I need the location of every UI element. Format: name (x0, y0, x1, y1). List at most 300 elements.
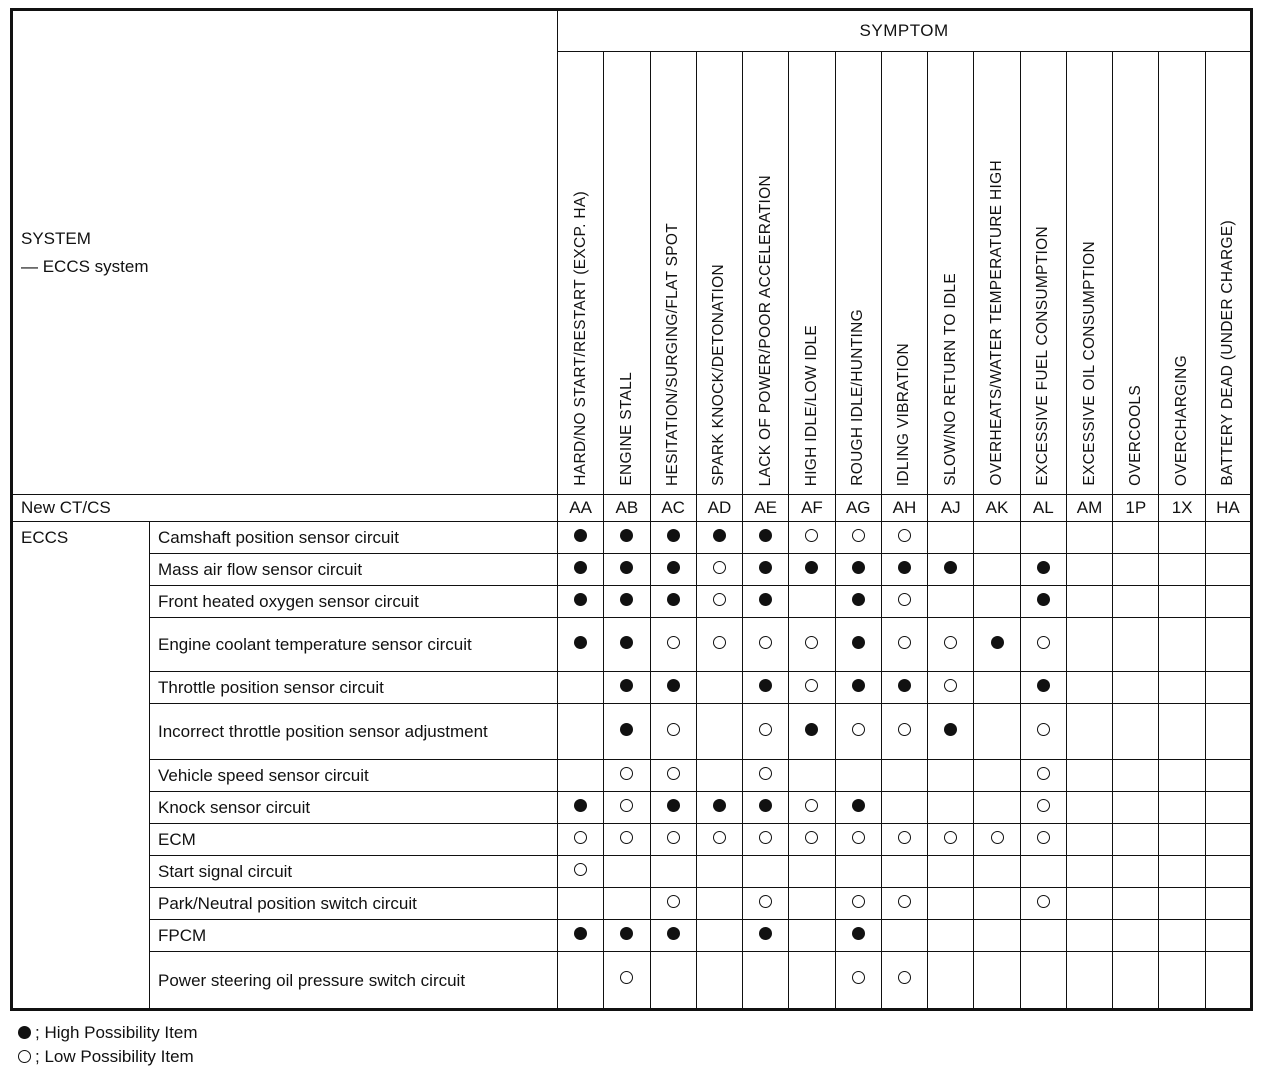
matrix-cell (558, 952, 604, 1010)
matrix-cell (789, 522, 835, 554)
matrix-cell (789, 856, 835, 888)
item-label: Front heated oxygen sensor circuit (150, 586, 558, 618)
matrix-cell (1159, 672, 1205, 704)
matrix-cell (743, 704, 789, 760)
high-possibility-mark (1037, 593, 1050, 606)
symptom-code: HA (1205, 495, 1251, 522)
symptom-name: OVERCOOLS (1126, 385, 1144, 486)
low-possibility-mark (898, 831, 911, 844)
matrix-cell (1066, 522, 1112, 554)
matrix-cell (789, 760, 835, 792)
matrix-cell (604, 586, 650, 618)
matrix-cell (928, 888, 974, 920)
high-possibility-mark (759, 561, 772, 574)
low-possibility-mark (944, 679, 957, 692)
matrix-cell (743, 672, 789, 704)
matrix-cell (835, 856, 881, 888)
matrix-cell (604, 824, 650, 856)
high-possibility-mark (852, 593, 865, 606)
matrix-cell (928, 824, 974, 856)
matrix-cell (743, 824, 789, 856)
high-possibility-mark (620, 593, 633, 606)
matrix-cell (1113, 952, 1159, 1010)
table-row (12, 672, 1252, 704)
matrix-cell (1159, 920, 1205, 952)
matrix-cell (789, 586, 835, 618)
table-row (12, 618, 1252, 672)
high-possibility-mark (620, 561, 633, 574)
matrix-cell (789, 824, 835, 856)
matrix-cell (928, 618, 974, 672)
matrix-cell (974, 522, 1020, 554)
matrix-cell (881, 888, 927, 920)
matrix-cell (1066, 888, 1112, 920)
matrix-cell (696, 704, 742, 760)
table-row (12, 952, 1252, 1010)
low-possibility-mark (620, 971, 633, 984)
matrix-cell (604, 952, 650, 1010)
low-possibility-mark (944, 831, 957, 844)
matrix-cell (1159, 952, 1205, 1010)
high-possibility-mark (620, 679, 633, 692)
matrix-cell (1159, 704, 1205, 760)
matrix-cell (743, 952, 789, 1010)
low-possibility-mark (759, 723, 772, 736)
matrix-cell (1205, 760, 1251, 792)
high-possibility-mark (944, 561, 957, 574)
low-possibility-mark (1037, 831, 1050, 844)
symptom-code: AL (1020, 495, 1066, 522)
high-possibility-mark (574, 799, 587, 812)
high-possibility-mark (1037, 561, 1050, 574)
low-possibility-mark (1037, 723, 1050, 736)
low-possibility-mark (759, 636, 772, 649)
matrix-cell (835, 888, 881, 920)
item-label: Start signal circuit (150, 856, 558, 888)
matrix-cell (1113, 554, 1159, 586)
matrix-cell (881, 704, 927, 760)
matrix-cell (696, 856, 742, 888)
matrix-cell (604, 920, 650, 952)
matrix-cell (650, 760, 696, 792)
matrix-cell (1066, 792, 1112, 824)
matrix-cell (881, 586, 927, 618)
matrix-cell (604, 672, 650, 704)
legend-high-label: ; High Possibility Item (35, 1023, 198, 1042)
low-possibility-mark (898, 529, 911, 542)
matrix-body (12, 522, 1252, 1010)
matrix-cell (1205, 824, 1251, 856)
matrix-cell (1205, 554, 1251, 586)
matrix-cell (974, 672, 1020, 704)
matrix-cell (928, 856, 974, 888)
low-possibility-mark (805, 831, 818, 844)
matrix-cell (1159, 824, 1205, 856)
low-possibility-mark (620, 799, 633, 812)
matrix-cell (1020, 888, 1066, 920)
symptom-code: AG (835, 495, 881, 522)
matrix-cell (1205, 952, 1251, 1010)
matrix-cell (1020, 824, 1066, 856)
high-possibility-mark (620, 636, 633, 649)
symptom-name: EXCESSIVE FUEL CONSUMPTION (1034, 226, 1052, 486)
symptom-column-header (928, 52, 974, 495)
low-possibility-mark (898, 593, 911, 606)
high-possibility-mark (667, 529, 680, 542)
symptom-name: SPARK KNOCK/DETONATION (710, 264, 728, 486)
low-possibility-mark (852, 895, 865, 908)
matrix-cell (928, 760, 974, 792)
symptom-column-header (650, 52, 696, 495)
matrix-cell (1020, 920, 1066, 952)
matrix-cell (1159, 888, 1205, 920)
high-possibility-mark (759, 679, 772, 692)
symptom-column-header (789, 52, 835, 495)
matrix-cell (928, 586, 974, 618)
matrix-cell (1020, 704, 1066, 760)
high-possibility-mark (1037, 679, 1050, 692)
matrix-cell (604, 554, 650, 586)
matrix-cell (789, 618, 835, 672)
high-possibility-mark (620, 723, 633, 736)
high-possibility-mark (667, 927, 680, 940)
matrix-cell (881, 760, 927, 792)
low-possibility-mark (713, 593, 726, 606)
table-row (12, 554, 1252, 586)
low-possibility-mark (898, 971, 911, 984)
low-possibility-mark (759, 895, 772, 908)
matrix-cell (881, 824, 927, 856)
matrix-cell (1020, 554, 1066, 586)
symptom-code: AA (558, 495, 604, 522)
matrix-cell (1066, 856, 1112, 888)
symptom-code: AK (974, 495, 1020, 522)
matrix-cell (1113, 792, 1159, 824)
low-possibility-mark (852, 971, 865, 984)
table-row (12, 856, 1252, 888)
symptom-code: AM (1066, 495, 1112, 522)
high-possibility-mark (759, 927, 772, 940)
low-possibility-mark (1037, 767, 1050, 780)
symptom-column-header (1113, 52, 1159, 495)
matrix-cell (1020, 792, 1066, 824)
matrix-cell (558, 856, 604, 888)
high-possibility-mark (713, 529, 726, 542)
high-possibility-mark (667, 593, 680, 606)
matrix-cell (974, 920, 1020, 952)
matrix-cell (1205, 522, 1251, 554)
system-sub-label: — ECCS system (21, 256, 149, 276)
matrix-cell (1113, 856, 1159, 888)
matrix-cell (558, 704, 604, 760)
legend-low (18, 1047, 194, 1067)
symptom-name: LACK OF POWER/POOR ACCELERATION (756, 174, 774, 486)
low-possibility-mark (667, 636, 680, 649)
symptom-column-header (696, 52, 742, 495)
matrix-cell (1159, 618, 1205, 672)
matrix-cell (974, 856, 1020, 888)
high-possibility-mark (991, 636, 1004, 649)
matrix-cell (558, 672, 604, 704)
matrix-cell (650, 554, 696, 586)
symptom-column-header (743, 52, 789, 495)
matrix-cell (1066, 554, 1112, 586)
matrix-cell (1066, 920, 1112, 952)
matrix-cell (1113, 824, 1159, 856)
matrix-cell (974, 554, 1020, 586)
low-possibility-mark (944, 636, 957, 649)
low-possibility-mark (898, 723, 911, 736)
high-possibility-mark (805, 561, 818, 574)
high-possibility-mark (574, 561, 587, 574)
matrix-cell (1020, 586, 1066, 618)
item-label: Knock sensor circuit (150, 792, 558, 824)
low-possibility-mark (805, 529, 818, 542)
matrix-cell (650, 920, 696, 952)
matrix-cell (1020, 856, 1066, 888)
filled-circle-icon (18, 1026, 31, 1039)
matrix-cell (558, 522, 604, 554)
low-possibility-mark (667, 767, 680, 780)
low-possibility-mark (991, 831, 1004, 844)
high-possibility-mark (667, 679, 680, 692)
matrix-cell (1020, 522, 1066, 554)
high-possibility-mark (713, 799, 726, 812)
high-possibility-mark (574, 529, 587, 542)
symptom-column-header (1020, 52, 1066, 495)
item-label: Incorrect throttle position sensor adjustment (150, 704, 558, 760)
matrix-cell (928, 522, 974, 554)
matrix-cell (558, 792, 604, 824)
high-possibility-mark (898, 679, 911, 692)
high-possibility-mark (667, 561, 680, 574)
matrix-cell (789, 952, 835, 1010)
matrix-cell (928, 704, 974, 760)
matrix-cell (743, 586, 789, 618)
matrix-cell (789, 792, 835, 824)
symptom-code: AC (650, 495, 696, 522)
matrix-cell (881, 618, 927, 672)
matrix-cell (743, 522, 789, 554)
matrix-cell (881, 856, 927, 888)
matrix-cell (835, 672, 881, 704)
symptom-name: SLOW/NO RETURN TO IDLE (941, 273, 959, 486)
matrix-cell (1020, 618, 1066, 672)
symptom-code: 1X (1159, 495, 1205, 522)
symptom-name: HIGH IDLE/LOW IDLE (802, 324, 820, 486)
low-possibility-mark (713, 636, 726, 649)
matrix-cell (974, 952, 1020, 1010)
low-possibility-mark (852, 529, 865, 542)
item-label: Camshaft position sensor circuit (150, 522, 558, 554)
matrix-cell (1205, 856, 1251, 888)
matrix-cell (835, 586, 881, 618)
matrix-cell (1205, 672, 1251, 704)
high-possibility-mark (574, 927, 587, 940)
matrix-cell (743, 618, 789, 672)
matrix-cell (881, 554, 927, 586)
matrix-cell (1113, 586, 1159, 618)
low-possibility-mark (574, 831, 587, 844)
matrix-cell (696, 586, 742, 618)
matrix-cell (881, 522, 927, 554)
matrix-cell (928, 792, 974, 824)
matrix-cell (1020, 952, 1066, 1010)
matrix-cell (974, 792, 1020, 824)
item-label: Throttle position sensor circuit (150, 672, 558, 704)
matrix-cell (789, 704, 835, 760)
legend-high (18, 1023, 198, 1043)
low-possibility-mark (713, 831, 726, 844)
high-possibility-mark (805, 723, 818, 736)
symptom-code: AB (604, 495, 650, 522)
symptom-column-header (1066, 52, 1112, 495)
low-possibility-mark (713, 561, 726, 574)
low-possibility-mark (759, 767, 772, 780)
low-possibility-mark (574, 863, 587, 876)
item-label: Mass air flow sensor circuit (150, 554, 558, 586)
matrix-cell (650, 618, 696, 672)
item-label: FPCM (150, 920, 558, 952)
matrix-cell (696, 760, 742, 792)
symptom-column-header (881, 52, 927, 495)
symptom-column-header (1205, 52, 1251, 495)
matrix-cell (743, 792, 789, 824)
matrix-cell (696, 920, 742, 952)
matrix-cell (1113, 704, 1159, 760)
matrix-cell (696, 952, 742, 1010)
item-label: Park/Neutral position switch circuit (150, 888, 558, 920)
matrix-cell (1205, 888, 1251, 920)
matrix-cell (928, 554, 974, 586)
item-label: Engine coolant temperature sensor circuit (150, 618, 558, 672)
matrix-cell (1066, 952, 1112, 1010)
matrix-cell (650, 792, 696, 824)
matrix-cell (928, 672, 974, 704)
high-possibility-mark (574, 593, 587, 606)
high-possibility-mark (759, 593, 772, 606)
low-possibility-mark (667, 723, 680, 736)
matrix-cell (1205, 704, 1251, 760)
low-possibility-mark (1037, 799, 1050, 812)
symptom-column-header (1159, 52, 1205, 495)
matrix-cell (650, 704, 696, 760)
matrix-cell (743, 554, 789, 586)
matrix-cell (696, 618, 742, 672)
table-row (12, 522, 1252, 554)
matrix-cell (1159, 554, 1205, 586)
matrix-cell (974, 824, 1020, 856)
matrix-cell (835, 952, 881, 1010)
matrix-cell (881, 920, 927, 952)
matrix-cell (928, 920, 974, 952)
matrix-cell (558, 920, 604, 952)
matrix-cell (696, 824, 742, 856)
legend-low-label: ; Low Possibility Item (35, 1047, 194, 1066)
matrix-cell (789, 888, 835, 920)
low-possibility-mark (620, 831, 633, 844)
matrix-cell (835, 704, 881, 760)
low-possibility-mark (759, 831, 772, 844)
matrix-cell (974, 586, 1020, 618)
code-row-label: New CT/CS (12, 495, 558, 522)
symptom-name: ENGINE STALL (617, 372, 635, 486)
matrix-cell (604, 704, 650, 760)
high-possibility-mark (898, 561, 911, 574)
item-label: Vehicle speed sensor circuit (150, 760, 558, 792)
code-row (12, 495, 1252, 522)
symptom-name: OVERHEATS/WATER TEMPERATURE HIGH (988, 160, 1006, 486)
matrix-cell (1205, 920, 1251, 952)
symptom-code: 1P (1113, 495, 1159, 522)
symptom-code: AF (789, 495, 835, 522)
matrix-cell (1020, 760, 1066, 792)
symptom-code: AD (696, 495, 742, 522)
matrix-cell (743, 760, 789, 792)
table-row (12, 586, 1252, 618)
high-possibility-mark (759, 799, 772, 812)
matrix-cell (974, 760, 1020, 792)
matrix-cell (604, 618, 650, 672)
matrix-cell (835, 522, 881, 554)
table-row (12, 792, 1252, 824)
symptom-name: HESITATION/SURGING/FLAT SPOT (664, 222, 682, 486)
matrix-cell (1113, 920, 1159, 952)
matrix-cell (696, 888, 742, 920)
matrix-cell (835, 824, 881, 856)
matrix-cell (558, 618, 604, 672)
matrix-cell (974, 618, 1020, 672)
matrix-cell (1066, 824, 1112, 856)
matrix-cell (881, 792, 927, 824)
table-row (12, 888, 1252, 920)
symptom-code: AE (743, 495, 789, 522)
symptom-name: HARD/NO START/RESTART (EXCP. HA) (571, 191, 589, 486)
matrix-cell (1159, 586, 1205, 618)
matrix-cell (835, 760, 881, 792)
matrix-cell (1113, 618, 1159, 672)
matrix-cell (604, 760, 650, 792)
matrix-cell (789, 554, 835, 586)
item-label: Power steering oil pressure switch circuit (150, 952, 558, 1010)
system-header (12, 10, 558, 495)
symptom-column-header (835, 52, 881, 495)
symptom-column-header (558, 52, 604, 495)
matrix-cell (1205, 586, 1251, 618)
low-possibility-mark (1037, 636, 1050, 649)
matrix-cell (604, 792, 650, 824)
matrix-cell (1159, 792, 1205, 824)
matrix-cell (743, 920, 789, 952)
matrix-cell (881, 672, 927, 704)
matrix-cell (650, 586, 696, 618)
matrix-cell (558, 586, 604, 618)
symptom-column-header (604, 52, 650, 495)
item-label: ECM (150, 824, 558, 856)
matrix-cell (1066, 618, 1112, 672)
matrix-cell (650, 952, 696, 1010)
matrix-cell (1205, 618, 1251, 672)
matrix-cell (650, 824, 696, 856)
open-circle-icon (18, 1050, 31, 1063)
matrix-cell (696, 792, 742, 824)
high-possibility-mark (852, 679, 865, 692)
matrix-cell (928, 952, 974, 1010)
system-label: SYSTEM (21, 228, 91, 248)
matrix-cell (558, 554, 604, 586)
low-possibility-mark (805, 679, 818, 692)
matrix-cell (696, 554, 742, 586)
